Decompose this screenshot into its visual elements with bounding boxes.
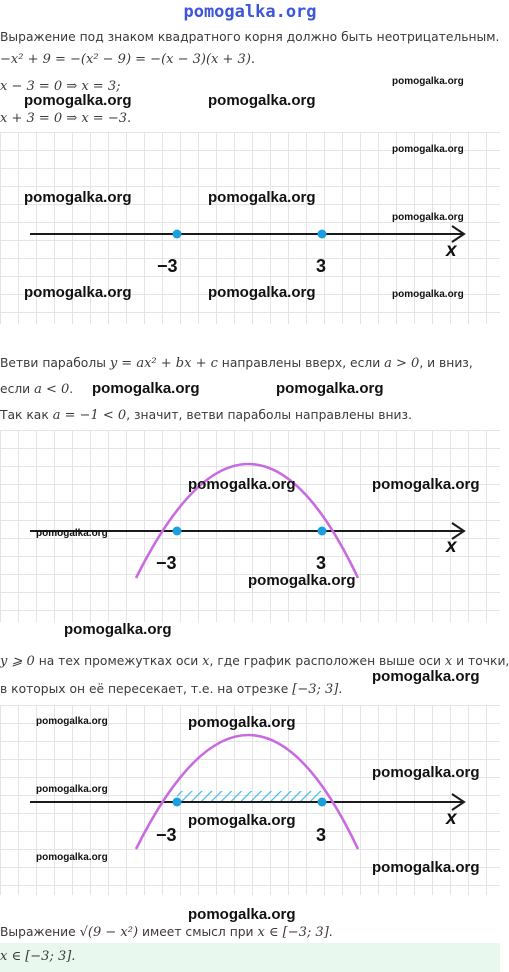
text: если <box>0 382 35 396</box>
watermark: pomogalka.org <box>392 76 464 87</box>
text: на тех промежутках оси <box>34 654 203 668</box>
root-point-left <box>173 798 182 807</box>
root-point-left <box>173 230 182 239</box>
right-root-label: 3 <box>316 553 327 573</box>
watermark: pomogalka.org <box>36 852 108 863</box>
shaded-interval <box>177 791 322 802</box>
left-root-label: −3 <box>156 553 177 573</box>
watermark: pomogalka.org <box>276 380 384 397</box>
quadratic-formula: y = ax² + bx + c <box>109 356 218 371</box>
text: Ветви параболы <box>0 356 110 370</box>
text: , значит, ветви параболы направлены вниз. <box>126 408 412 422</box>
watermark: pomogalka.org <box>392 212 464 223</box>
watermark: pomogalka.org <box>64 621 172 638</box>
interval: [−3; 3] <box>292 682 339 697</box>
x-axis-label: x <box>446 808 457 829</box>
left-root-label: −3 <box>157 256 178 276</box>
answer-box <box>0 943 500 972</box>
intro-factorization: −x² + 9 = −(x² − 9) = −(x − 3)(x + 3). <box>0 52 256 67</box>
left-root-label: −3 <box>156 825 177 845</box>
watermark: pomogalka.org <box>188 906 296 923</box>
root-point-right <box>318 527 327 536</box>
answer-text: x ∈ [−3; 3]. <box>0 949 76 964</box>
text: . <box>328 925 333 939</box>
watermark: pomogalka.org <box>208 92 316 109</box>
root-point-right <box>318 798 327 807</box>
interval-explanation-line2 <box>0 682 342 697</box>
text: и точки, <box>452 654 509 668</box>
watermark: pomogalka.org <box>36 716 108 727</box>
domain-set: x ∈ [−3; 3] <box>257 925 329 940</box>
branches-rule-line2 <box>0 382 73 397</box>
watermark: pomogalka.org <box>392 289 464 300</box>
coefficient-condition: a = −1 < 0 <box>52 408 127 423</box>
watermark: pomogalka.org <box>92 380 200 397</box>
right-root-label: 3 <box>316 256 327 276</box>
text: Выражение <box>0 925 80 939</box>
text: , где график расположен выше оси <box>209 654 445 668</box>
intro-text: Выражение под знаком квадратного корня должно быть неотрицательным. <box>0 30 500 44</box>
watermark: pomogalka.org <box>24 284 132 301</box>
branches-conclusion <box>0 408 412 423</box>
watermark: pomogalka.org <box>188 812 296 829</box>
site-watermark-header: pomogalka.org <box>183 2 317 22</box>
text: , и вниз, <box>419 356 473 370</box>
watermark: pomogalka.org <box>24 189 132 206</box>
sqrt-expression: √(9 − x²) <box>79 925 139 940</box>
condition: a > 0 <box>384 356 420 371</box>
variable: x <box>202 654 210 669</box>
watermark: pomogalka.org <box>372 764 480 781</box>
condition: a < 0 <box>34 382 70 397</box>
root-point-right <box>318 230 327 239</box>
root-equation-1: x − 3 = 0 ⇒ x = 3; <box>0 79 121 94</box>
parabola-figure <box>0 430 500 622</box>
x-axis-label: x <box>446 536 457 557</box>
text: направлены вверх, если <box>217 356 385 370</box>
text: имеет смысл при <box>138 925 258 939</box>
watermark: pomogalka.org <box>392 144 464 155</box>
condition: y ⩾ 0 <box>0 654 35 669</box>
text: Так как <box>0 408 53 422</box>
number-line-figure <box>0 132 500 324</box>
text: . <box>69 382 74 396</box>
text: . <box>338 682 343 696</box>
watermark: pomogalka.org <box>36 784 108 795</box>
watermark: pomogalka.org <box>188 476 296 493</box>
watermark: pomogalka.org <box>372 476 480 493</box>
watermark: pomogalka.org <box>372 668 480 685</box>
watermark: pomogalka.org <box>208 189 316 206</box>
watermark: pomogalka.org <box>208 284 316 301</box>
text: в которых он её пересекает, т.е. на отрезке <box>0 682 293 696</box>
x-axis-label: x <box>446 240 457 261</box>
root-equation-2: x + 3 = 0 ⇒ x = −3. <box>0 111 132 126</box>
shaded-interval-figure <box>0 705 500 895</box>
watermark: pomogalka.org <box>188 714 296 731</box>
root-point-left <box>173 527 182 536</box>
branches-rule-line1 <box>0 356 473 371</box>
watermark: pomogalka.org <box>372 859 480 876</box>
watermark: pomogalka.org <box>36 528 108 539</box>
conclusion-text <box>0 925 333 940</box>
interval-explanation-line1 <box>0 654 509 669</box>
variable: x <box>444 654 453 669</box>
right-root-label: 3 <box>316 825 327 845</box>
watermark: pomogalka.org <box>248 572 356 589</box>
watermark: pomogalka.org <box>24 92 132 109</box>
